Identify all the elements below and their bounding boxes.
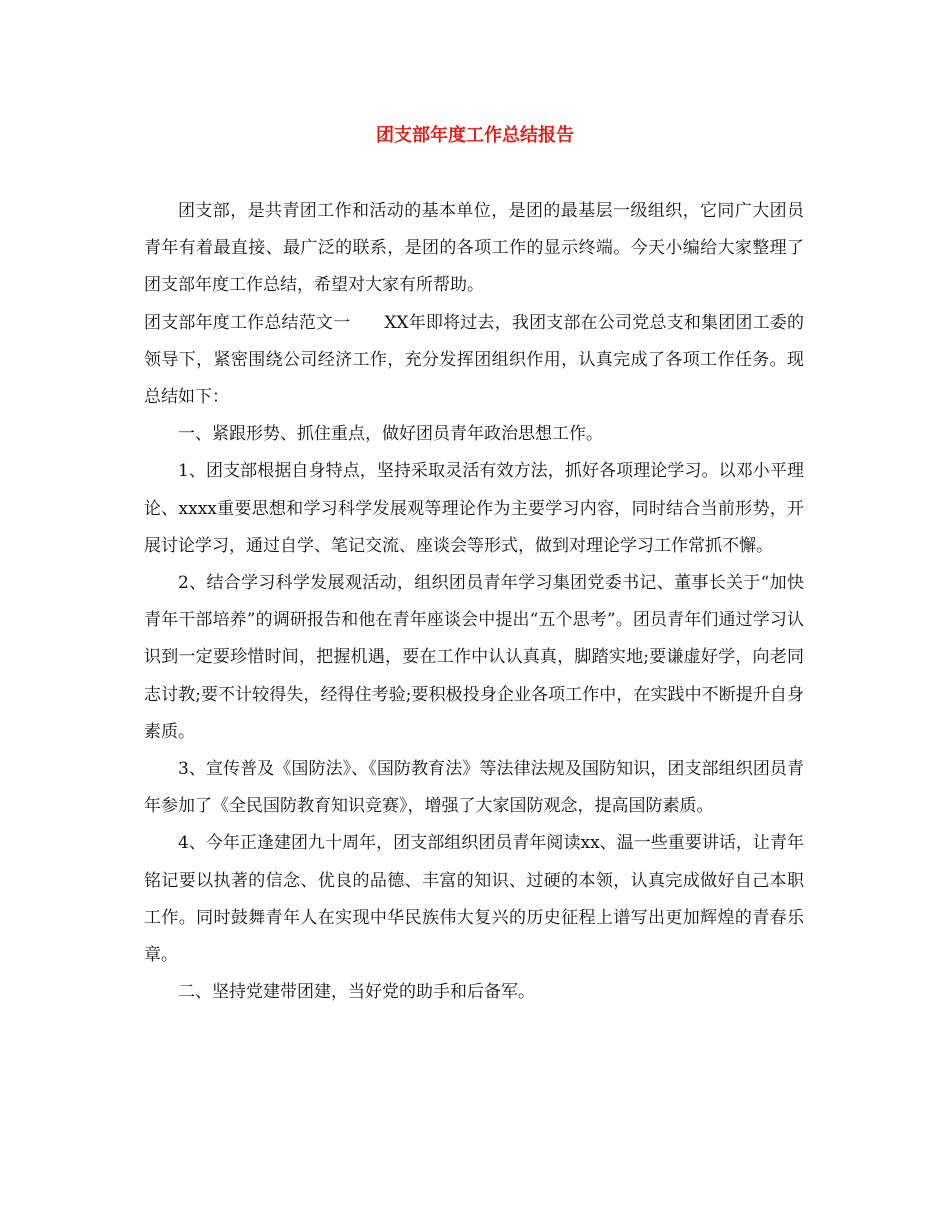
item-2-paragraph: 2、结合学习科学发展观活动，组织团员青年学习集团党委书记、董事长关于“加快青年干部培养”的调研报告和他在青年座谈会中提出“五个思考”。团员青年们通过学习认识到一定要珍惜时间，把握机遇，要在工作中认认真真，脚踏实地;要谦虚好学，向老同志讨教;要不计较得失，经得住考验;要积极投身企业各项工作中，在实践中不断提升自身素质。 [144, 573, 804, 742]
item-1-paragraph: 1、团支部根据自身特点，坚持采取灵活有效方法，抓好各项理论学习。以邓小平理论、xxxx重要思想和学习科学发展观等理论作为主要学习内容，同时结合当前形势，开展讨论学习，通过自学、笔记交流、座谈会等形式，做到对理论学习工作常抓不懈。 [144, 461, 804, 556]
sample-opening: XX年即将过去，我团支部在公司党总支和集团团工委的领导下，紧密围绕公司经济工作，充分发挥团组织作用，认真完成了各项工作任务。现总结如下： [144, 312, 804, 408]
document-body [144, 193, 804, 1011]
sample-paragraph [144, 305, 804, 417]
section-1-heading: 一、紧跟形势、抓住重点，做好团员青年政治思想工作。 [178, 424, 603, 445]
item-3-paragraph: 3、宣传普及《国防法》、《国防教育法》等法律法规及国防知识，团支部组织团员青年参加了《全民国防教育知识竞赛》，增强了大家国防观念，提高国防素质。 [144, 759, 804, 817]
intro-paragraph: 团支部，是共青团工作和活动的基本单位，是团的最基层一级组织，它同广大团员青年有着最直接、最广泛的联系，是团的各项工作的显示终端。今天小编给大家整理了团支部年度工作总结，希望对大家有所帮助。 [144, 201, 804, 296]
section-2-heading: 二、坚持党建带团建，当好党的助手和后备军。 [178, 982, 535, 1003]
item-4-paragraph: 4、今年正逢建团九十周年，团支部组织团员青年阅读xx、温一些重要讲话，让青年铭记要以执著的信念、优良的品德、丰富的知识、过硬的本领，认真完成做好自己本职工作。同时鼓舞青年人在实现中华民族伟大复兴的历史征程上谱写出更加辉煌的青春乐章。 [144, 833, 804, 966]
sample-heading: 团支部年度工作总结范文一 [144, 312, 351, 333]
document-title: 团支部年度工作总结报告 [376, 125, 574, 146]
